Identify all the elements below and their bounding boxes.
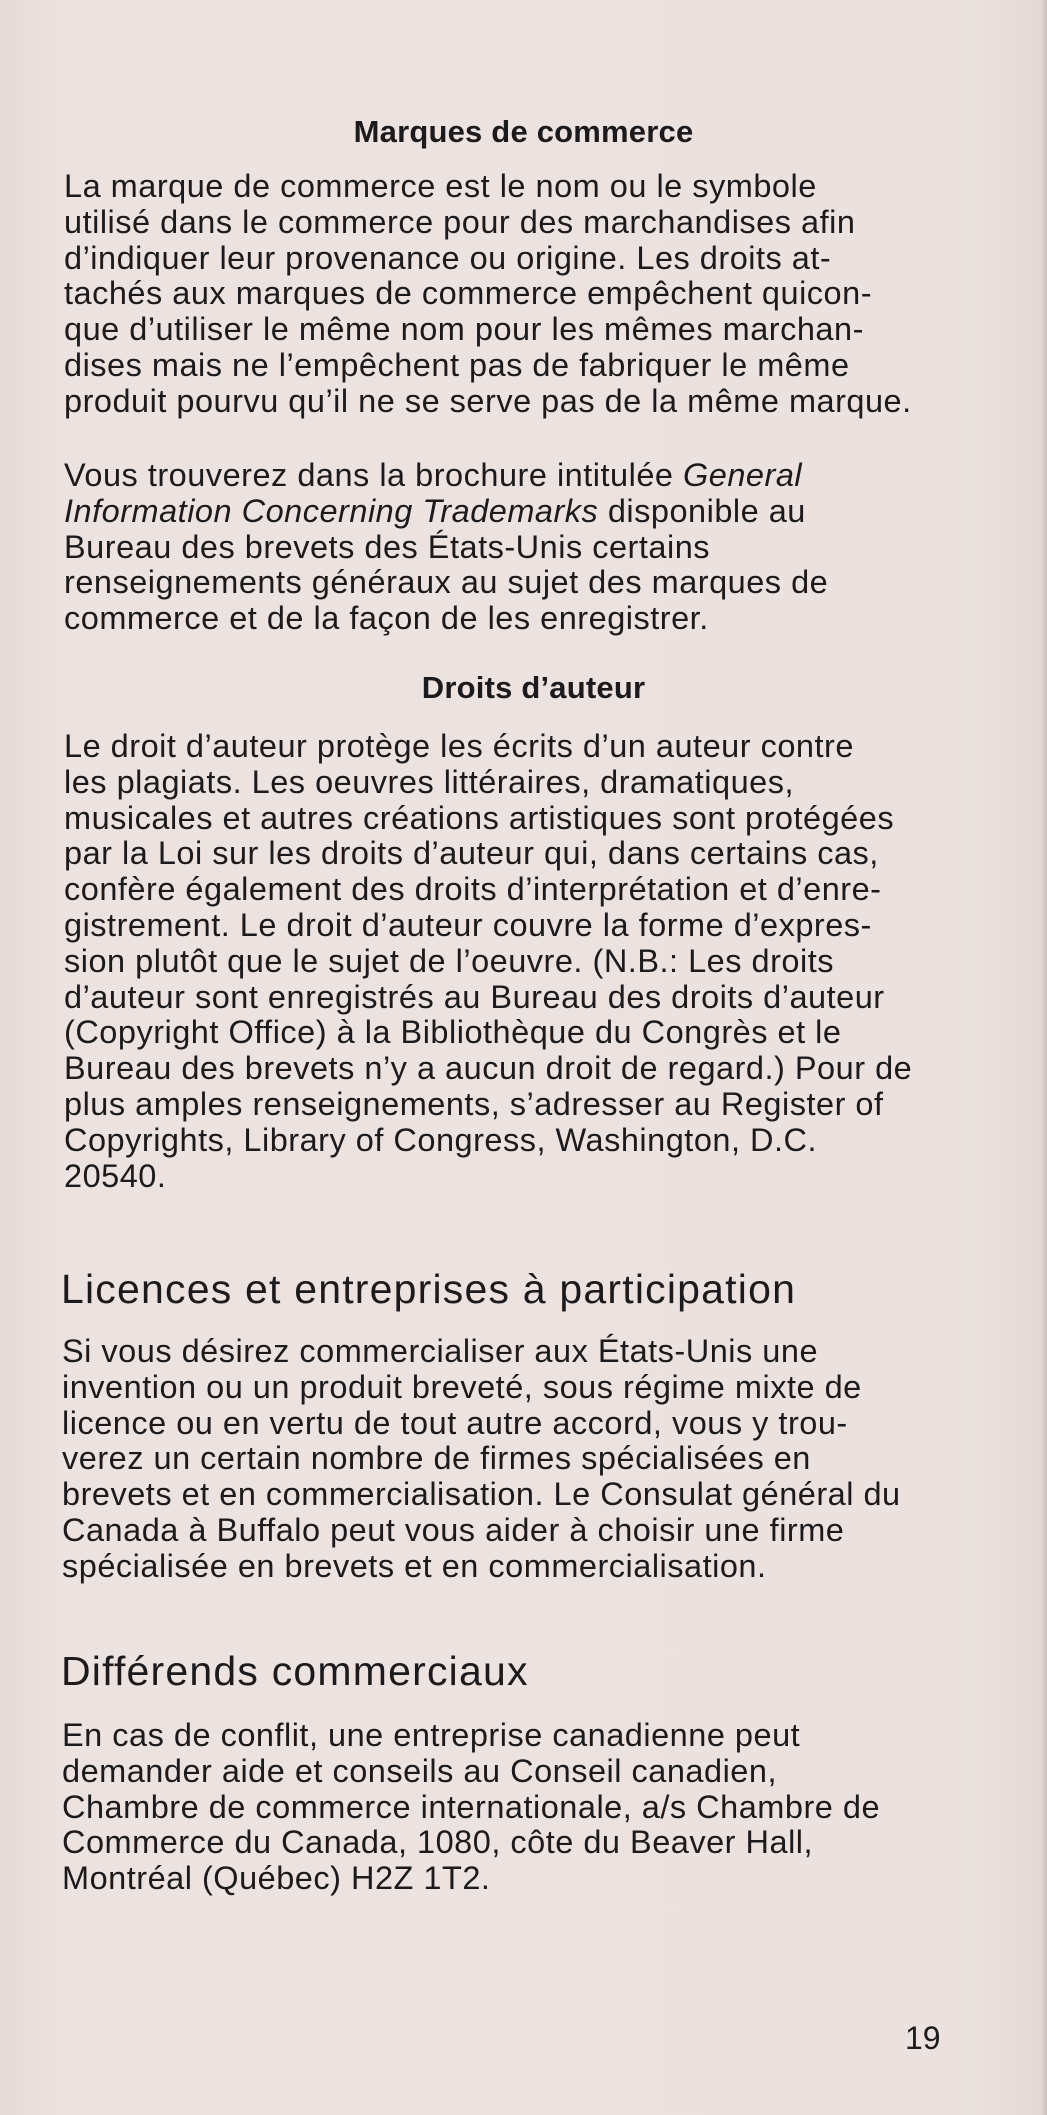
- brochure-title: General Information Concerning Trademarks: [64, 457, 803, 529]
- trademarks-heading: Marques de commerce: [353, 114, 694, 149]
- trademarks-paragraph-2: [64, 458, 1024, 637]
- trademarks-paragraph-2-intro: Vous trouverez dans la brochure intitulée: [64, 457, 683, 493]
- trademarks-paragraph-2-rest: disponible au Bureau des brevets des États-Unis certains renseignements généraux au sujet des marques de commerce et de la façon de les enregistrer.: [64, 492, 829, 637]
- disputes-paragraph: En cas de conflit, une entreprise canadienne peut demander aide et conseils au Conseil canadien, Chambre de commerce internationale, a/s Chambre de Commerce du Canada, 1080, côte du Beaver Hall, Montréal (Québec) H2Z 1T2.: [62, 1717, 881, 1897]
- trademarks-paragraph-1: La marque de commerce est le nom ou le symbole utilisé dans le commerce pour des marchandises afin d’indiquer leur provenance ou origine. Les droits at- tachés aux marques de commerce empêchent quicon- que d’utiliser le même nom pour les mêmes marchan- dises mais ne l’empêchent pas de fabriquer le même produit pourvu qu’il ne se serve pas de la même marque.: [64, 168, 912, 419]
- copyright-paragraph: Le droit d’auteur protège les écrits d’un auteur contre les plagiats. Les oeuvres littéraires, dramatiques, musicales et autres créations artistiques sont protégées par la Loi sur les droits d’auteur qui, dans certains cas, confère également des droits d’interprétation et d’enre- gistrement. Le droit d’auteur couvre la forme d’expres- sion plutôt que le sujet de l’oeuvre. (N.B.: Les droits d’auteur sont enregistrés au Bureau des droits d’auteur (Copyright Office) à la Bibliothèque du Congrès et le Bureau des brevets n’y a aucun droit de regard.) Pour de plus amples renseignements, s’adresser au Register of Copyrights, Library of Congress, Washington, D.C. 20540.: [64, 728, 913, 1194]
- licensing-heading: Licences et entreprises à participation: [61, 1266, 797, 1312]
- page-number: 19: [905, 2020, 941, 2056]
- copyright-heading: Droits d’auteur: [421, 670, 646, 705]
- page-edge-shadow: [1041, 0, 1047, 2115]
- licensing-paragraph: Si vous désirez commercialiser aux États-Unis une invention ou un produit breveté, sous régime mixte de licence ou en vertu de tout autre accord, vous y trou- verez un certain nombre de firmes spécialisées en brevets et en commercialisation. Le Consulat général du Canada à Buffalo peut vous aider à choisir une firme spécialisée en brevets et en commercialisation.: [62, 1333, 901, 1584]
- disputes-heading: Différends commerciaux: [61, 1648, 529, 1694]
